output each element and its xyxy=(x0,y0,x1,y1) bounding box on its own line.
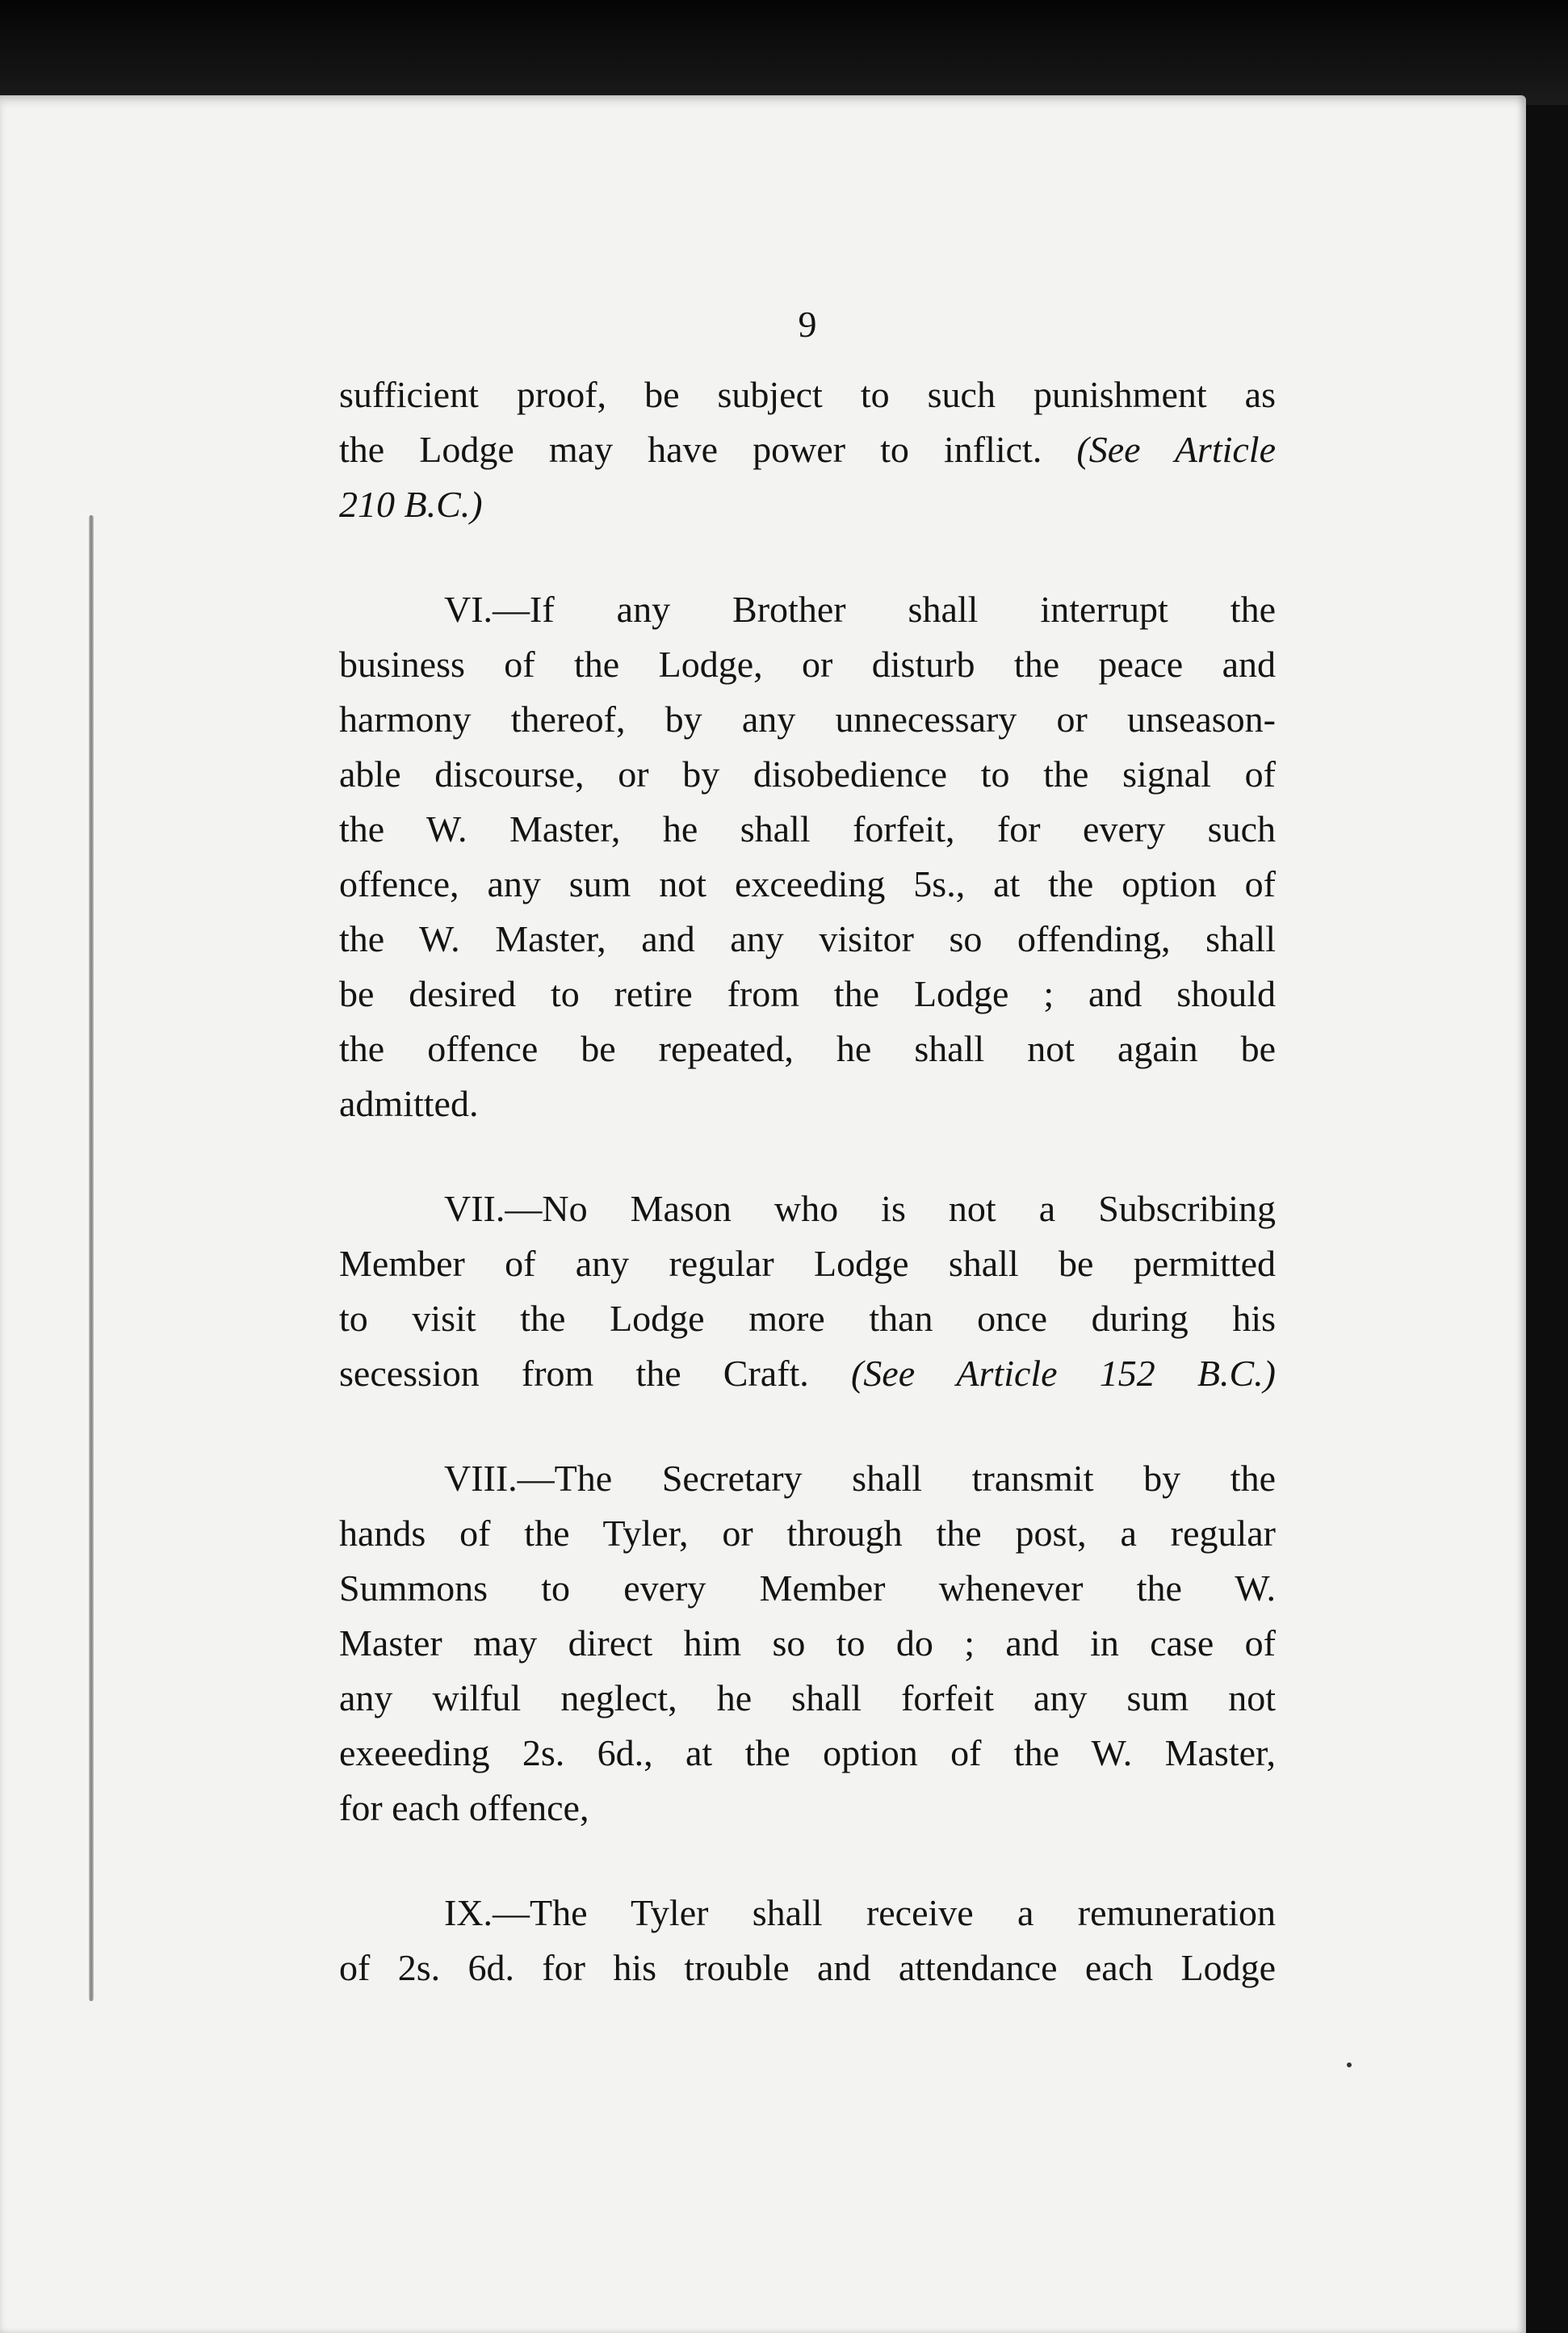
text-line: Member of any regular Lodge shall be permitted xyxy=(339,1243,1276,1284)
text-line: Summons to every Member whenever the W. xyxy=(339,1567,1276,1609)
text-line: any wilful neglect, he shall forfeit any sum not xyxy=(339,1677,1276,1718)
text-line: IX.—The Tyler shall receive a remuneration xyxy=(444,1892,1276,1933)
paragraph-article-vi xyxy=(339,582,1276,1131)
text-line: the Lodge may have power to inflict. (See Article xyxy=(339,429,1276,470)
text-line: harmony thereof, by any unnecessary or unseason- xyxy=(339,699,1276,740)
text-line: of 2s. 6d. for his trouble and attendance each Lodge xyxy=(339,1947,1276,1988)
text-line: offence, any sum not exceeding 5s., at the option of xyxy=(339,863,1276,904)
text-line: VI.—If any Brother shall interrupt the xyxy=(444,589,1276,630)
text-line: hands of the Tyler, or through the post, a regular xyxy=(339,1513,1276,1554)
text-line: the offence be repeated, he shall not again be xyxy=(339,1028,1276,1069)
text-line: secession from the Craft. (See Article 152 B.C.) xyxy=(339,1353,1276,1394)
text-line: VII.—No Mason who is not a Subscribing xyxy=(444,1188,1276,1229)
scan-speck xyxy=(1347,2062,1352,2067)
page-text xyxy=(339,304,1276,1995)
text-line: able discourse, or by disobedience to the signal of xyxy=(339,753,1276,795)
paragraph-article-viii xyxy=(339,1451,1276,1836)
text-line: for each offence, xyxy=(339,1787,589,1828)
text-line: exeeeding 2s. 6d., at the option of the W. Master, xyxy=(339,1732,1276,1773)
binding-gutter-lower xyxy=(89,1194,94,2001)
binding-gutter-upper xyxy=(89,515,94,1226)
text-line: the W. Master, he shall forfeit, for every such xyxy=(339,808,1276,850)
text-line: to visit the Lodge more than once during his xyxy=(339,1298,1276,1339)
paragraph-article-vii xyxy=(339,1181,1276,1401)
text-line: Master may direct him so to do ; and in case of xyxy=(339,1622,1276,1664)
text-line: be desired to retire from the Lodge ; and should xyxy=(339,973,1276,1014)
text-line: the W. Master, and any visitor so offending, shall xyxy=(339,918,1276,959)
page-number: 9 xyxy=(798,304,817,345)
paragraph-continuation xyxy=(339,367,1276,532)
scan-background-top xyxy=(0,0,1568,105)
text-line: VIII.—The Secretary shall transmit by the xyxy=(444,1458,1276,1499)
text-line: sufficient proof, be subject to such punishment as xyxy=(339,374,1276,415)
text-line: business of the Lodge, or disturb the peace and xyxy=(339,644,1276,685)
text-line: 210 B.C.) xyxy=(339,484,483,525)
paragraph-article-ix xyxy=(339,1886,1276,1995)
text-line: admitted. xyxy=(339,1083,479,1124)
